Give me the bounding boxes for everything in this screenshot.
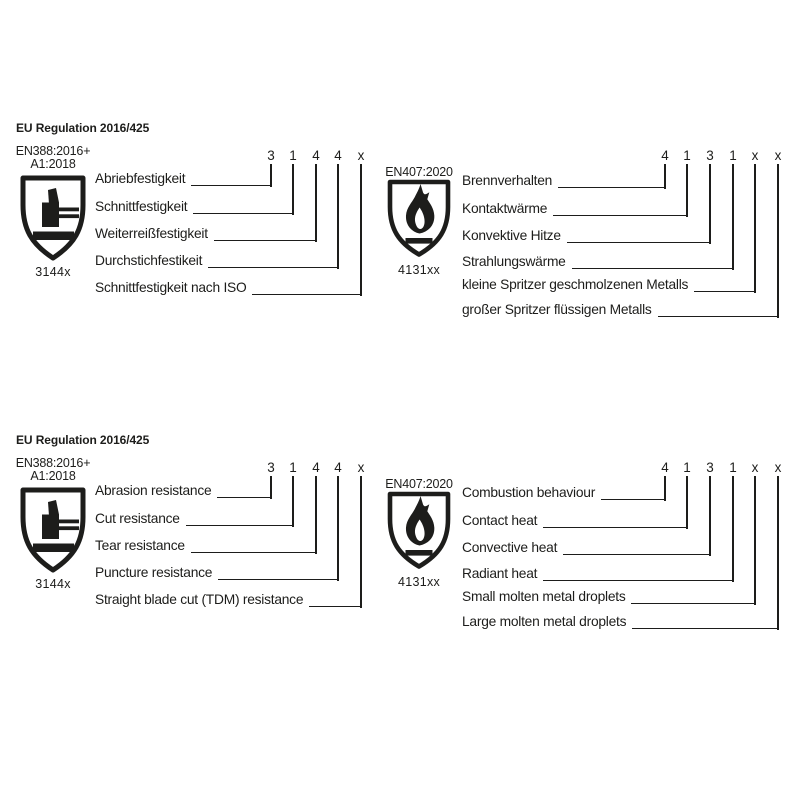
property-label: Tear resistance bbox=[95, 538, 185, 553]
rating-value: 4 bbox=[334, 460, 342, 475]
performance-code: 3144x bbox=[35, 577, 71, 591]
rating-value: 3 bbox=[706, 148, 714, 163]
property-row bbox=[462, 278, 756, 292]
property-label: Strahlungswärme bbox=[462, 254, 566, 269]
connector-hline bbox=[563, 554, 711, 555]
en388-shield-icon bbox=[18, 174, 88, 267]
rating-value: x bbox=[774, 148, 782, 163]
property-row bbox=[95, 484, 272, 498]
performance-code: 4131xx bbox=[397, 575, 441, 589]
connector-hline bbox=[191, 185, 272, 186]
property-label: Large molten metal droplets bbox=[462, 614, 627, 629]
property-label: Combustion behaviour bbox=[462, 485, 596, 500]
connector-hline bbox=[186, 525, 294, 526]
property-row bbox=[95, 593, 362, 607]
property-label: großer Spritzer flüssigen Metalls bbox=[462, 302, 652, 317]
connector-vline bbox=[360, 164, 362, 296]
property-row bbox=[462, 541, 711, 555]
property-label: Radiant heat bbox=[462, 566, 538, 581]
regulation-section-2 bbox=[0, 433, 800, 673]
standard-name-line1: EN407:2020 bbox=[385, 165, 453, 179]
property-label: Durchstichfestikeit bbox=[95, 253, 203, 268]
property-label: Abriebfestigkeit bbox=[95, 171, 186, 186]
rating-value: 4 bbox=[661, 148, 669, 163]
property-label: Contact heat bbox=[462, 513, 538, 528]
property-row bbox=[462, 255, 734, 269]
property-row bbox=[462, 303, 779, 317]
connector-vline bbox=[777, 476, 779, 630]
connector-vline bbox=[777, 164, 779, 318]
property-label: Convective heat bbox=[462, 540, 558, 555]
connector-hline bbox=[632, 628, 779, 629]
rating-value: 3 bbox=[706, 460, 714, 475]
rating-value: 1 bbox=[289, 148, 297, 163]
rating-value: 3 bbox=[267, 460, 275, 475]
property-label: Weiterreißfestigkeit bbox=[95, 226, 208, 241]
property-label: Straight blade cut (TDM) resistance bbox=[95, 592, 304, 607]
rating-value: 4 bbox=[334, 148, 342, 163]
rating-value: 1 bbox=[289, 460, 297, 475]
property-label: Brennverhalten bbox=[462, 173, 553, 188]
regulation-section-1 bbox=[0, 121, 800, 361]
rating-value: x bbox=[357, 460, 365, 475]
connector-hline bbox=[214, 240, 317, 241]
property-row bbox=[462, 590, 756, 604]
rating-value: x bbox=[774, 460, 782, 475]
property-row bbox=[95, 566, 339, 580]
rating-value: 1 bbox=[683, 148, 691, 163]
rating-value: 4 bbox=[312, 148, 320, 163]
standard-name bbox=[0, 457, 123, 483]
connector-hline bbox=[217, 497, 272, 498]
property-label: Kontaktwärme bbox=[462, 201, 548, 216]
property-row bbox=[462, 514, 688, 528]
property-row bbox=[462, 486, 666, 500]
property-label: Small molten metal droplets bbox=[462, 589, 626, 604]
connector-hline bbox=[631, 603, 756, 604]
connector-hline bbox=[572, 268, 734, 269]
rating-value: 1 bbox=[683, 460, 691, 475]
connector-hline bbox=[694, 291, 756, 292]
standard-name-line2: A1:2018 bbox=[30, 469, 76, 483]
standard-name-line1: EN407:2020 bbox=[385, 477, 453, 491]
performance-code: 4131xx bbox=[397, 263, 441, 277]
connector-hline bbox=[543, 580, 734, 581]
property-row bbox=[462, 174, 666, 188]
property-row bbox=[462, 567, 734, 581]
rating-value: x bbox=[357, 148, 365, 163]
connector-hline bbox=[218, 579, 339, 580]
connector-vline bbox=[754, 164, 756, 293]
standard-name-line2: A1:2018 bbox=[30, 157, 76, 171]
connector-hline bbox=[601, 499, 666, 500]
connector-hline bbox=[658, 316, 779, 317]
performance-code: 3144x bbox=[35, 265, 71, 279]
connector-hline bbox=[309, 606, 362, 607]
connector-hline bbox=[193, 213, 294, 214]
standard-name-line1: EN388:2016+ bbox=[15, 144, 91, 158]
regulation-header: EU Regulation 2016/425 bbox=[16, 433, 150, 447]
property-row bbox=[95, 172, 272, 186]
rating-value: x bbox=[751, 460, 759, 475]
rating-value: 1 bbox=[729, 148, 737, 163]
connector-vline bbox=[360, 476, 362, 608]
rating-value: 4 bbox=[312, 460, 320, 475]
connector-hline bbox=[567, 242, 711, 243]
property-label: Schnittfestigkeit bbox=[95, 199, 188, 214]
property-row bbox=[95, 539, 317, 553]
property-row bbox=[95, 281, 362, 295]
property-label: Cut resistance bbox=[95, 511, 180, 526]
property-row bbox=[95, 200, 294, 214]
property-row bbox=[95, 227, 317, 241]
property-label: Puncture resistance bbox=[95, 565, 213, 580]
connector-hline bbox=[208, 267, 339, 268]
property-row bbox=[462, 229, 711, 243]
rating-value: 3 bbox=[267, 148, 275, 163]
rating-value: 4 bbox=[661, 460, 669, 475]
rating-value: x bbox=[751, 148, 759, 163]
standard-name-line1: EN388:2016+ bbox=[15, 456, 91, 470]
property-label: Konvektive Hitze bbox=[462, 228, 561, 243]
connector-hline bbox=[191, 552, 317, 553]
regulation-header: EU Regulation 2016/425 bbox=[16, 121, 150, 135]
property-row bbox=[95, 254, 339, 268]
property-row bbox=[462, 202, 688, 216]
rating-value: 1 bbox=[729, 460, 737, 475]
en388-shield-icon bbox=[18, 486, 88, 579]
property-label: kleine Spritzer geschmolzenen Metalls bbox=[462, 277, 689, 292]
property-row bbox=[462, 615, 779, 629]
property-label: Schnittfestigkeit nach ISO bbox=[95, 280, 247, 295]
connector-hline bbox=[543, 527, 688, 528]
property-row bbox=[95, 512, 294, 526]
en407-flame-icon bbox=[385, 178, 453, 262]
standard-name bbox=[0, 145, 123, 171]
connector-hline bbox=[553, 215, 688, 216]
property-label: Abrasion resistance bbox=[95, 483, 212, 498]
connector-hline bbox=[252, 294, 362, 295]
connector-vline bbox=[754, 476, 756, 605]
connector-hline bbox=[558, 187, 666, 188]
en407-flame-icon bbox=[385, 490, 453, 574]
